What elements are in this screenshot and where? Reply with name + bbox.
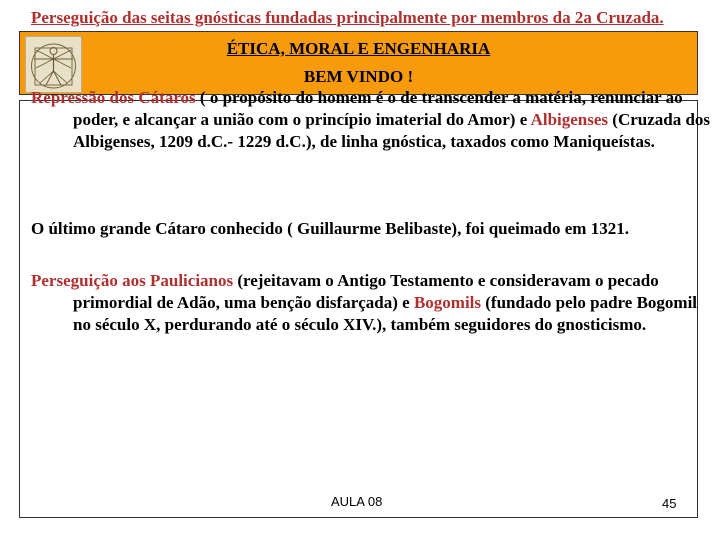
- text-segment: (rejeitavam o Antigo Testamento e consideravam o pecado primordial de Adão, uma benção disfarçada) e: [73, 271, 659, 312]
- header-banner: [19, 31, 698, 95]
- text-segment: (Cruzada dos Albigenses, 1209 d.C.- 1229 d.C.), de linha gnóstica, taxados como Maniqueístas.: [73, 110, 711, 151]
- paragraph-persecution-gnostic: Perseguição das seitas gnósticas fundadas principalmente por membros da 2a Cruzada.: [31, 8, 664, 27]
- page-title: ÉTICA, MORAL E ENGENHARIA: [226, 39, 491, 58]
- text-segment: (fundado pelo padre Bogomil no século X, perdurando até o século XIV.), também seguidores do gnosticismo.: [73, 293, 698, 334]
- term-cathars: Cátaros: [138, 88, 196, 107]
- paragraph-last-cathar: O último grande Cátaro conhecido ( Guillaurme Belibaste), foi queimado em 1321.: [31, 219, 629, 238]
- text-segment: Perseguição aos: [31, 271, 150, 290]
- term-bogomils: Bogomils: [413, 293, 482, 312]
- text-segment: Repressão dos: [31, 88, 139, 107]
- paragraph-cathars: [31, 87, 713, 153]
- text-segment: ( o propósito do homem é o de transcender a matéria, renunciar ao poder, e alcançar a união com o princípio imaterial do Amor) e: [73, 88, 683, 129]
- page-subtitle: BEM VINDO !: [303, 67, 414, 86]
- page-number: 45: [662, 496, 677, 511]
- footer-label: AULA 08: [331, 494, 383, 509]
- term-albigenses: Albigenses: [530, 110, 609, 129]
- term-paulicians: Paulicianos: [149, 271, 234, 290]
- paragraph-paulicians: [31, 270, 713, 336]
